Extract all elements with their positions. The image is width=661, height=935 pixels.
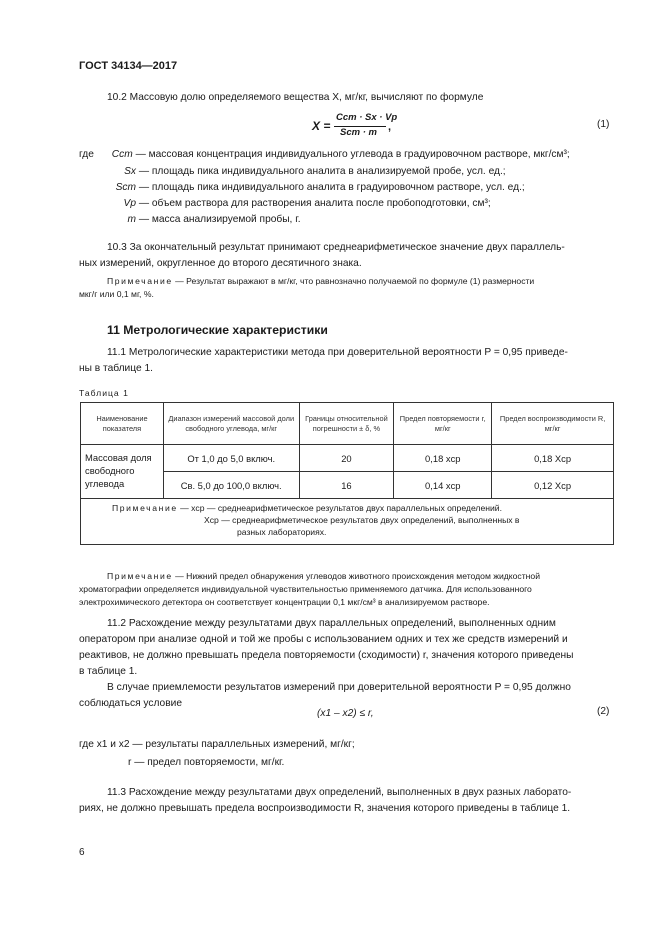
table-note-line1 — [87, 502, 607, 514]
table-header-cell: Диапазон измерений массовой доли свободного углевода, мг/кг — [163, 403, 299, 445]
variable-definitions-2-line2: r — предел повторяемости, мг/кг. — [128, 757, 285, 768]
table-note — [81, 499, 614, 545]
table-cell-r: 0,18 xср — [394, 445, 492, 472]
definition-text: — массовая концентрация индивидуального углевода в градуировочном растворе, мкг/см³; — [135, 149, 570, 160]
definition-text: — площадь пика индивидуального аналита в анализируемой пробе, усл. ед.; — [138, 166, 506, 177]
table-header-cell: Предел повторяемости r, мг/кг — [394, 403, 492, 445]
paragraph-11-1-line1: 11.1 Метрологические характеристики метода при доверительной вероятности P = 0,95 приведе- — [107, 347, 568, 358]
note-1-line1 — [107, 275, 534, 288]
table-note-line2: Xср — среднеарифметическое результатов двух определений, выполненных в — [204, 515, 520, 525]
definition-text: — объем раствора для растворения аналита после пробоподготовки, см³; — [138, 198, 491, 209]
table-cell-range: От 1,0 до 5,0 включ. — [163, 445, 299, 472]
table-cell-R: 0,12 Xср — [492, 472, 614, 499]
table-header-row — [81, 403, 614, 445]
where-lead: где — [79, 149, 94, 160]
metrology-table — [80, 402, 614, 545]
table-header-cell: Предел воспроизводимости R, мг/кг — [492, 403, 614, 445]
formula-1 — [312, 112, 398, 142]
equation-number-1: (1) — [597, 119, 610, 130]
paragraph-11-3-line1: 11.3 Расхождение между результатами двух определений, выполненных в двух разных лаборато- — [107, 787, 572, 798]
paragraph-11-1-line2: ны в таблице 1. — [79, 363, 153, 374]
table-cell-delta: 16 — [299, 472, 394, 499]
table-note-row — [81, 499, 614, 545]
table-cell-delta: 20 — [299, 445, 394, 472]
table-cell-range: Св. 5,0 до 100,0 включ. — [163, 472, 299, 499]
formula-1-lhs: X = — [312, 119, 331, 133]
formula-1-numerator: Cст · Sx · Vр — [336, 112, 398, 123]
definition-row — [79, 164, 506, 179]
paragraph-11-2-line3: реактивов, не должно превышать предела повторяемости (сходимости) r, значения которого приведены — [79, 650, 574, 661]
equation-number-2: (2) — [597, 706, 610, 717]
definition-symbol: Sст — [115, 182, 136, 193]
formula-1-denominator: Sст · m — [340, 127, 377, 138]
note-2-line3: электрохимического детектора он соответствует концентрации 0,1 мкг/см³ в анализируемом растворе. — [79, 597, 490, 607]
table-note-line3: разных лабораториях. — [237, 527, 327, 537]
definition-row — [79, 147, 570, 162]
formula-1-trail: , — [388, 121, 392, 133]
table-header-cell: Границы относительной погрешности ± δ, % — [299, 403, 394, 445]
table-cell-r: 0,14 xср — [394, 472, 492, 499]
table-header-cell: Наименование показателя — [81, 403, 164, 445]
paragraph-11-2-line4: в таблице 1. — [79, 666, 138, 677]
note-text: — Результат выражают в мг/кг, что равнозначно получаемой по формуле (1) размерности — [175, 276, 535, 286]
document-header: ГОСТ 34134—2017 — [79, 60, 178, 72]
table-caption: Таблица 1 — [79, 388, 129, 398]
note-2-line1 — [107, 570, 540, 583]
note-label: Примечание — [112, 503, 178, 513]
definition-row — [79, 196, 491, 211]
page-number: 6 — [79, 847, 85, 858]
paragraph-10-3-line2: ных измерений, округленное до второго десятичного знака. — [79, 258, 362, 269]
definition-symbol: Sx — [124, 166, 136, 177]
note-2-line2: хроматографии определяется индивидуальной чувствительностью применяемого датчика. Для использованного — [79, 584, 532, 594]
note-label: Примечание — [107, 276, 173, 286]
note-text: — Нижний предел обнаружения углеводов животного происхождения методом жидкостной — [175, 571, 540, 581]
paragraph-10-3-line1: 10.3 За окончательный результат принимают среднеарифметическое значение двух параллель- — [107, 242, 565, 253]
variable-definitions-2-line1: где x1 и x2 — результаты параллельных измерений, мг/кг; — [79, 739, 355, 750]
note-text: — xср — среднеарифметическое результатов двух параллельных определений. — [180, 503, 502, 513]
paragraph-11-2-line2: оператором при анализе одной и той же пробы с использованием одних и тех же средств измерений и — [79, 634, 568, 645]
table-row-name: Массовая доля свободного углевода — [81, 445, 164, 499]
definition-symbol: m — [127, 214, 136, 225]
section-heading-11: 11 Метрологические характеристики — [107, 323, 328, 337]
definition-symbol: Cст — [111, 149, 133, 160]
table-cell-R: 0,18 Xср — [492, 445, 614, 472]
definition-text: — масса анализируемой пробы, г. — [138, 214, 301, 225]
definition-symbol: Vр — [123, 198, 136, 209]
definition-text: — площадь пика индивидуального аналита в градуировочном растворе, усл. ед.; — [138, 182, 525, 193]
note-label: Примечание — [107, 571, 173, 581]
paragraph-11-2b-line2: соблюдаться условие — [79, 698, 182, 709]
paragraph-11-3-line2: риях, не должно превышать предела воспроизводимости R, значения которого приведены в таблице 1. — [79, 803, 571, 814]
definition-row — [79, 180, 525, 195]
definition-row — [79, 212, 301, 227]
table-row — [81, 445, 614, 472]
paragraph-11-2-line1: 11.2 Расхождение между результатами двух параллельных определений, выполненных одним — [107, 618, 556, 629]
paragraph-11-2b-line1: В случае приемлемости результатов измерений при доверительной вероятности P = 0,95 должно — [107, 682, 571, 693]
paragraph-10-2: 10.2 Массовую долю определяемого вещества X, мг/кг, вычисляют по формуле — [107, 92, 484, 103]
formula-2: (x1 – x2) ≤ r, — [317, 708, 374, 719]
note-1-line2: мкг/г или 0,1 мг, %. — [79, 289, 154, 299]
